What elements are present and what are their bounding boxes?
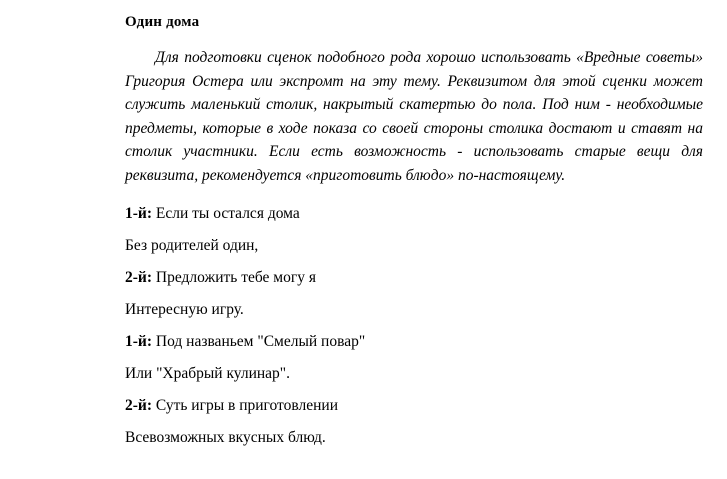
dialogue-text: Или "Храбрый кулинар". xyxy=(125,365,291,382)
dialogue-speaker-label: 2-й: xyxy=(125,397,153,414)
dialogue-line xyxy=(125,237,703,255)
dialogue-speaker-label: 1-й: xyxy=(125,333,153,350)
dialogue-text: Без родителей один, xyxy=(125,237,259,254)
dialogue-text: Предложить тебе могу я xyxy=(155,269,316,286)
dialogue-line xyxy=(125,205,703,223)
dialogue-list xyxy=(125,205,703,447)
dialogue-speaker-label: 1-й: xyxy=(125,205,153,222)
dialogue-text: Если ты остался дома xyxy=(155,205,300,222)
dialogue-line xyxy=(125,397,703,415)
dialogue-text: Всевозможных вкусных блюд. xyxy=(125,429,326,446)
dialogue-line xyxy=(125,301,703,319)
dialogue-text: Под названьем "Смелый повар" xyxy=(155,333,366,350)
page-title: Один дома xyxy=(125,14,200,30)
intro-paragraph: Для подготовки сценок подобного рода хорошо использовать «Вредные советы» Григория Остера или экспромт на эту тему. Реквизитом для этой сценки может служить маленький столик, накрытый скатертью до пола. Под ним - необходимые предметы, которые в ходе показа со своей стороны столика достают и ставят на столик участники. Если есть возможность - использовать старые вещи для реквизита, рекомендуется «приготовить блюдо» по-настоящему. xyxy=(125,49,703,184)
dialogue-line xyxy=(125,429,703,447)
dialogue-text: Интересную игру. xyxy=(125,301,244,318)
dialogue-speaker-label: 2-й: xyxy=(125,269,153,286)
dialogue-line xyxy=(125,365,703,383)
dialogue-line xyxy=(125,333,703,351)
document-content xyxy=(125,12,703,447)
dialogue-text: Суть игры в приготовлении xyxy=(155,397,338,414)
dialogue-line xyxy=(125,269,703,287)
